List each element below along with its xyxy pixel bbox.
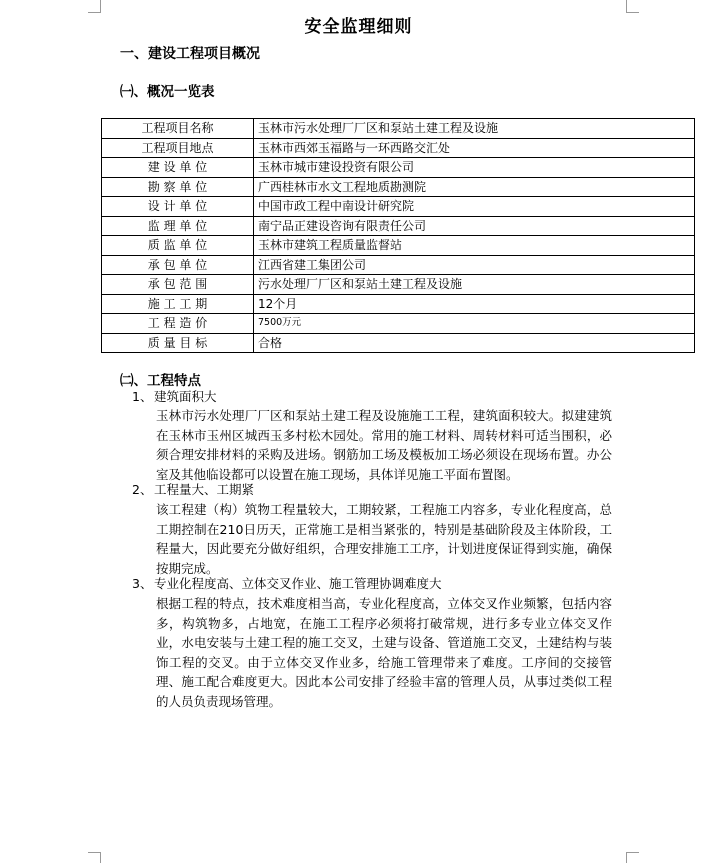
table-row [102, 333, 695, 353]
table-row [102, 275, 695, 295]
table-value: 玉林市城市建设投资有限公司 [254, 158, 695, 178]
table-row [102, 197, 695, 217]
page-corner-mark [626, 852, 639, 863]
subsection-heading-features: ㈡、工程特点 [120, 373, 201, 389]
table-label: 设 计 单 位 [102, 197, 254, 217]
table-label: 工程项目地点 [102, 138, 254, 158]
table-label: 监 理 单 位 [102, 216, 254, 236]
table-row [102, 314, 695, 334]
table-value: 广西桂林市水文工程地质勘测院 [254, 177, 695, 197]
table-value: 12个月 [254, 294, 695, 314]
table-value: 玉林市西郊玉福路与一环西路交汇处 [254, 138, 695, 158]
document-title: 安全监理细则 [304, 17, 413, 37]
table-row [102, 177, 695, 197]
feature-title: 工程量大、工期紧 [154, 482, 255, 497]
table-label: 工 程 造 价 [102, 314, 254, 334]
table-value: 玉林市污水处理厂厂区和泵站土建工程及设施 [254, 119, 695, 139]
page-corner-mark [88, 852, 101, 863]
table-label: 施 工 工 期 [102, 294, 254, 314]
overview-table [101, 118, 695, 353]
table-label: 承 包 范 围 [102, 275, 254, 295]
table-label: 质 量 目 标 [102, 333, 254, 353]
feature-paragraph: 根据工程的特点，技术难度相当高，专业化程度高，立体交叉作业频繁，包括内容多，构筑物多，占地宽，在施工工程序必须将打破常规，进行多专业立体交叉作业，水电安装与土建工程的施工交叉，土建与设备、管道施工交叉，土建结构与装饰工程的交叉。由于立体交叉作业多，给施工管理带来了难度。工序间的交接管理、施工配合难度更大。因此本公司安排了经验丰富的管理人员，从事过类似工程的人员负责现场管理。 [156, 596, 612, 709]
table-row [102, 255, 695, 275]
feature-number: 2、 [132, 482, 153, 497]
table-value: 江西省建工集团公司 [254, 255, 695, 275]
section-heading: 一、建设工程项目概况 [120, 46, 260, 62]
table-row [102, 119, 695, 139]
feature-number: 3、 [132, 576, 153, 591]
feature-title: 建筑面积大 [154, 389, 217, 404]
table-label: 质 监 单 位 [102, 236, 254, 256]
table-label: 建 设 单 位 [102, 158, 254, 178]
table-value: 合格 [254, 333, 695, 353]
feature-paragraph: 玉林市污水处理厂厂区和泵站土建工程及设施施工工程，建筑面积较大。拟建建筑在玉林市玉州区城西玉多村松木园处。常用的施工材料、周转材料可适当围积，必须合理安排材料的采购及进场。钢筋加工场及模板加工场必须设在现场布置。办公室及其他临设都可以设置在施工现场，具体详见施工平面布置图。 [156, 408, 612, 482]
feature-title: 专业化程度高、立体交叉作业、施工管理协调难度大 [154, 576, 442, 591]
table-row [102, 138, 695, 158]
table-row [102, 294, 695, 314]
table-label: 勘 察 单 位 [102, 177, 254, 197]
table-label: 工程项目名称 [102, 119, 254, 139]
table-value: 玉林市建筑工程质量监督站 [254, 236, 695, 256]
feature-number: 1、 [132, 389, 153, 404]
subsection-heading-overview: ㈠、概况一览表 [120, 84, 215, 100]
table-value: 南宁品正建设咨询有限责任公司 [254, 216, 695, 236]
table-row [102, 158, 695, 178]
table-row [102, 216, 695, 236]
table-value: 7500万元 [254, 314, 695, 334]
table-label: 承 包 单 位 [102, 255, 254, 275]
feature-paragraph: 该工程建（构）筑物工程量较大，工期较紧，工程施工内容多，专业化程度高，总工期控制在210日历天，正常施工是相当紧张的，特别是基础阶段及主体阶段，工程量大，因此要充分做好组织，合理安排施工工序，计划进度保证得到实施，确保按期完成。 [156, 502, 612, 576]
table-value: 中国市政工程中南设计研究院 [254, 197, 695, 217]
table-row [102, 236, 695, 256]
table-value: 污水处理厂厂区和泵站土建工程及设施 [254, 275, 695, 295]
